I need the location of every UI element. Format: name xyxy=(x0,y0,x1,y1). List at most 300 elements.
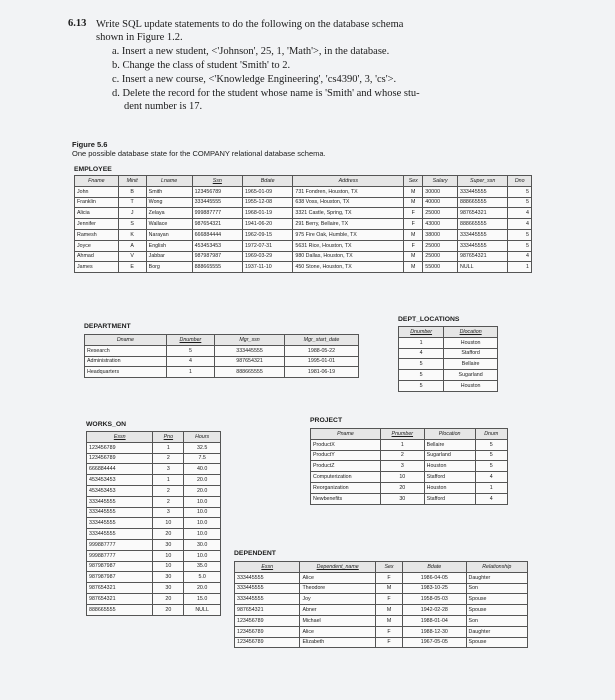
table-cell: T xyxy=(118,197,146,208)
table-row xyxy=(87,442,221,453)
table-cell: 1 xyxy=(153,442,184,453)
table-row xyxy=(399,370,498,381)
table-cell: Spouse xyxy=(466,594,527,605)
project-col-plocation: Plocation xyxy=(424,429,475,440)
table-cell: 40000 xyxy=(423,197,458,208)
table-cell: 1995-01-01 xyxy=(284,356,358,367)
table-cell: Michael xyxy=(300,615,376,626)
employee-col-sex: Sex xyxy=(404,176,423,187)
table-cell: 638 Voss, Houston, TX xyxy=(293,197,404,208)
employee-table xyxy=(74,175,532,273)
table-cell: Wallace xyxy=(146,219,192,230)
table-cell: Franklin xyxy=(75,197,119,208)
table-cell: 5.0 xyxy=(184,572,221,583)
table-cell: 5 xyxy=(399,359,444,370)
table-cell: 35.0 xyxy=(184,561,221,572)
table-cell: 987987987 xyxy=(87,572,153,583)
department-table xyxy=(84,334,359,378)
dependent-header-row xyxy=(235,562,528,573)
employee-col-address: Address xyxy=(293,176,404,187)
table-cell: 999887777 xyxy=(192,208,242,219)
table-cell: 3321 Castle, Spring, TX xyxy=(293,208,404,219)
table-cell: 20 xyxy=(153,529,184,540)
table-row xyxy=(87,550,221,561)
table-cell: 55000 xyxy=(423,262,458,273)
employee-header-row xyxy=(75,176,532,187)
dependent-col-dependent-name: Dependent_name xyxy=(300,562,376,573)
table-cell: 20.0 xyxy=(184,485,221,496)
table-row xyxy=(311,450,508,461)
table-cell: 10.0 xyxy=(184,550,221,561)
table-cell: 30.0 xyxy=(184,539,221,550)
table-cell: F xyxy=(375,637,402,648)
table-cell: Houston xyxy=(424,461,475,472)
table-cell: B xyxy=(118,186,146,197)
table-cell: 987654321 xyxy=(192,219,242,230)
table-cell: 2 xyxy=(153,453,184,464)
table-cell: 333445555 xyxy=(87,529,153,540)
table-cell: NULL xyxy=(458,262,508,273)
table-cell: 888665555 xyxy=(458,219,508,230)
table-cell: 5 xyxy=(399,380,444,391)
table-cell: 2 xyxy=(153,496,184,507)
works-on-table xyxy=(86,431,221,616)
table-cell: F xyxy=(404,219,423,230)
table-cell: 38000 xyxy=(423,229,458,240)
department-col-mgr-ssn: Mgr_ssn xyxy=(215,335,285,346)
table-cell: Daughter xyxy=(466,626,527,637)
table-cell: Daughter xyxy=(466,572,527,583)
dept_locations-col-dlocation: Dlocation xyxy=(444,327,498,338)
table-cell: 1983-10-25 xyxy=(403,583,466,594)
table-row xyxy=(399,380,498,391)
table-cell: 5 xyxy=(508,197,532,208)
dept_locations-header-row xyxy=(399,327,498,338)
employee-col-bdate: Bdate xyxy=(242,176,292,187)
table-cell: 10 xyxy=(153,550,184,561)
table-cell: Sugarland xyxy=(444,370,498,381)
table-cell: F xyxy=(404,240,423,251)
table-cell: 1972-07-31 xyxy=(242,240,292,251)
table-cell: English xyxy=(146,240,192,251)
question-item-d-cont: dent number is 17. xyxy=(124,101,203,112)
table-row xyxy=(87,593,221,604)
table-cell: 4 xyxy=(475,472,507,483)
table-cell: Sugarland xyxy=(424,450,475,461)
table-cell: A xyxy=(118,240,146,251)
question-item-a: a. Insert a new student, <'Johnson', 25, 1, 'Math'>, in the database. xyxy=(112,46,390,57)
employee-col-lname: Lname xyxy=(146,176,192,187)
table-row xyxy=(235,637,528,648)
table-cell: 450 Stone, Houston, TX xyxy=(293,262,404,273)
table-cell: 987654321 xyxy=(235,605,300,616)
table-cell: Houston xyxy=(444,337,498,348)
table-row xyxy=(87,539,221,550)
project-title: PROJECT xyxy=(310,417,343,424)
table-cell: 1967-05-05 xyxy=(403,637,466,648)
table-cell: 1 xyxy=(380,439,424,450)
table-cell: Houston xyxy=(444,380,498,391)
table-cell: 7.5 xyxy=(184,453,221,464)
table-row xyxy=(87,518,221,529)
employee-col-super-ssn: Super_ssn xyxy=(458,176,508,187)
table-cell: Ahmad xyxy=(75,251,119,262)
table-cell: 987654321 xyxy=(87,583,153,594)
figure-label: Figure 5.6 xyxy=(72,140,108,149)
table-row xyxy=(235,594,528,605)
table-cell: 4 xyxy=(508,208,532,219)
table-row xyxy=(75,251,532,262)
table-cell: 1 xyxy=(153,475,184,486)
table-cell: Headquarters xyxy=(85,367,167,378)
table-cell: 333445555 xyxy=(235,572,300,583)
table-cell: 666884444 xyxy=(192,229,242,240)
table-cell: 1968-01-19 xyxy=(242,208,292,219)
dependent-col-essn: Essn xyxy=(235,562,300,573)
table-cell: Alicia xyxy=(75,208,119,219)
table-cell: Smith xyxy=(146,186,192,197)
table-cell: Joy xyxy=(300,594,376,605)
table-cell: 1 xyxy=(475,482,507,493)
dept-locations-table xyxy=(398,326,498,392)
table-cell: 3 xyxy=(153,464,184,475)
dept_locations-col-dnumber: Dnumber xyxy=(399,327,444,338)
table-row xyxy=(87,496,221,507)
table-cell: 5 xyxy=(166,345,214,356)
employee-col-ssn: Ssn xyxy=(192,176,242,187)
table-cell: 25000 xyxy=(423,240,458,251)
table-cell: 1988-12-30 xyxy=(403,626,466,637)
table-cell: 888665555 xyxy=(87,604,153,615)
table-row xyxy=(87,453,221,464)
table-cell: 4 xyxy=(399,348,444,359)
table-cell: 15.0 xyxy=(184,593,221,604)
table-cell: K xyxy=(118,229,146,240)
department-col-mgr-start-date: Mgr_start_date xyxy=(284,335,358,346)
table-row xyxy=(75,240,532,251)
table-cell: 987987987 xyxy=(192,251,242,262)
table-cell: Joyce xyxy=(75,240,119,251)
table-cell: 453453453 xyxy=(192,240,242,251)
table-cell: 30 xyxy=(153,572,184,583)
table-cell: 10 xyxy=(153,518,184,529)
table-cell: 987987987 xyxy=(87,561,153,572)
table-cell: 333445555 xyxy=(192,197,242,208)
table-cell: S xyxy=(118,219,146,230)
table-cell: Bellaire xyxy=(424,439,475,450)
table-cell: Stafford xyxy=(424,493,475,504)
table-cell: Research xyxy=(85,345,167,356)
table-cell: 1 xyxy=(508,262,532,273)
table-cell: 123456789 xyxy=(87,453,153,464)
table-cell: 10.0 xyxy=(184,507,221,518)
table-row xyxy=(399,337,498,348)
table-cell: Alice xyxy=(300,572,376,583)
table-cell: 10.0 xyxy=(184,529,221,540)
question-number: 6.13 xyxy=(68,18,87,29)
table-cell: Computerization xyxy=(311,472,381,483)
table-cell: 3 xyxy=(380,461,424,472)
table-cell: 1958-05-03 xyxy=(403,594,466,605)
dependent-col-relationship: Relationship xyxy=(466,562,527,573)
table-cell: 999887777 xyxy=(87,539,153,550)
table-cell: 333445555 xyxy=(87,518,153,529)
table-cell: 20.0 xyxy=(184,583,221,594)
project-header-row xyxy=(311,429,508,440)
table-cell: M xyxy=(404,186,423,197)
table-cell: Spouse xyxy=(466,605,527,616)
table-cell: 5 xyxy=(508,229,532,240)
employee-col-fname: Fname xyxy=(75,176,119,187)
table-cell: 20 xyxy=(380,482,424,493)
table-cell: James xyxy=(75,262,119,273)
dependent-title: DEPENDENT xyxy=(234,550,276,557)
table-row xyxy=(87,604,221,615)
table-row xyxy=(85,345,359,356)
table-row xyxy=(311,439,508,450)
table-cell: 40.0 xyxy=(184,464,221,475)
table-row xyxy=(311,461,508,472)
table-cell: 1981-06-19 xyxy=(284,367,358,378)
dependent-col-sex: Sex xyxy=(375,562,402,573)
table-cell: M xyxy=(375,615,402,626)
table-row xyxy=(85,356,359,367)
table-row xyxy=(235,605,528,616)
table-cell: Elizabeth xyxy=(300,637,376,648)
table-cell: 987654321 xyxy=(215,356,285,367)
table-cell: ProductZ xyxy=(311,461,381,472)
table-cell: Borg xyxy=(146,262,192,273)
works_on-col-hours: Hours xyxy=(184,432,221,443)
question-item-c: c. Insert a new course, <'Knowledge Engineering', 'cs4390', 3, 'cs'>. xyxy=(112,74,397,85)
table-row xyxy=(235,615,528,626)
table-cell: Narayan xyxy=(146,229,192,240)
table-row xyxy=(75,262,532,273)
table-cell: 453453453 xyxy=(87,485,153,496)
table-cell: 5 xyxy=(475,450,507,461)
table-cell: 10 xyxy=(380,472,424,483)
table-cell: 5 xyxy=(475,439,507,450)
table-row xyxy=(311,472,508,483)
table-cell: 888665555 xyxy=(458,197,508,208)
table-cell: Jennifer xyxy=(75,219,119,230)
question-intro-2: shown in Figure 1.2. xyxy=(96,32,183,43)
table-cell: Reorganization xyxy=(311,482,381,493)
table-row xyxy=(399,359,498,370)
table-cell: NULL xyxy=(184,604,221,615)
table-cell: 333445555 xyxy=(215,345,285,356)
table-row xyxy=(311,482,508,493)
employee-col-salary: Salary xyxy=(423,176,458,187)
table-cell: 999887777 xyxy=(87,550,153,561)
works_on-col-essn: Essn xyxy=(87,432,153,443)
table-cell: 5 xyxy=(508,240,532,251)
table-cell: 30 xyxy=(380,493,424,504)
table-cell: 4 xyxy=(475,493,507,504)
table-cell: Administration xyxy=(85,356,167,367)
table-row xyxy=(87,485,221,496)
table-cell: M xyxy=(404,262,423,273)
table-cell: 1969-03-29 xyxy=(242,251,292,262)
works_on-col-pno: Pno xyxy=(153,432,184,443)
table-cell: 1942-02-28 xyxy=(403,605,466,616)
table-cell: 20 xyxy=(153,604,184,615)
table-cell: V xyxy=(118,251,146,262)
table-cell: 888665555 xyxy=(192,262,242,273)
table-cell: 5 xyxy=(508,186,532,197)
table-cell: 1941-06-20 xyxy=(242,219,292,230)
table-cell: 4 xyxy=(508,219,532,230)
table-cell: 123456789 xyxy=(235,615,300,626)
table-row xyxy=(87,464,221,475)
table-cell: M xyxy=(375,583,402,594)
table-row xyxy=(75,229,532,240)
table-row xyxy=(85,367,359,378)
table-cell: 3 xyxy=(153,507,184,518)
table-cell: 5631 Rice, Houston, TX xyxy=(293,240,404,251)
table-cell: F xyxy=(375,626,402,637)
table-cell: 25000 xyxy=(423,208,458,219)
employee-col-dno: Dno xyxy=(508,176,532,187)
table-cell: 453453453 xyxy=(87,475,153,486)
table-cell: 987654321 xyxy=(87,593,153,604)
department-header-row xyxy=(85,335,359,346)
table-cell: M xyxy=(404,229,423,240)
table-cell: 1965-01-09 xyxy=(242,186,292,197)
table-row xyxy=(75,219,532,230)
table-cell: 333445555 xyxy=(87,507,153,518)
table-row xyxy=(87,583,221,594)
dependent-col-bdate: Bdate xyxy=(403,562,466,573)
table-cell: 1955-12-08 xyxy=(242,197,292,208)
table-row xyxy=(87,475,221,486)
table-cell: ProductY xyxy=(311,450,381,461)
table-cell: Stafford xyxy=(444,348,498,359)
works_on-header-row xyxy=(87,432,221,443)
table-cell: 20.0 xyxy=(184,475,221,486)
employee-title: EMPLOYEE xyxy=(74,166,112,173)
table-cell: 123456789 xyxy=(87,442,153,453)
table-cell: Newbenefits xyxy=(311,493,381,504)
table-cell: Zelaya xyxy=(146,208,192,219)
table-cell: 888665555 xyxy=(215,367,285,378)
table-cell: 980 Dallas, Houston, TX xyxy=(293,251,404,262)
table-cell: J xyxy=(118,208,146,219)
table-cell: Stafford xyxy=(424,472,475,483)
table-cell: Son xyxy=(466,583,527,594)
table-cell: 4 xyxy=(166,356,214,367)
department-col-dnumber: Dnumber xyxy=(166,335,214,346)
question-item-b: b. Change the class of student 'Smith' to 2. xyxy=(112,60,291,71)
table-cell: Alice xyxy=(300,626,376,637)
project-col-pnumber: Pnumber xyxy=(380,429,424,440)
table-cell: Son xyxy=(466,615,527,626)
table-cell: 666884444 xyxy=(87,464,153,475)
table-cell: F xyxy=(375,572,402,583)
table-cell: 10.0 xyxy=(184,518,221,529)
table-cell: 333445555 xyxy=(235,594,300,605)
table-cell: 291 Berry, Bellaire, TX xyxy=(293,219,404,230)
table-cell: M xyxy=(404,251,423,262)
table-cell: Wong xyxy=(146,197,192,208)
table-cell: 1937-11-10 xyxy=(242,262,292,273)
table-cell: F xyxy=(404,208,423,219)
table-cell: 1 xyxy=(166,367,214,378)
table-cell: 333445555 xyxy=(458,229,508,240)
table-cell: 5 xyxy=(475,461,507,472)
table-row xyxy=(75,186,532,197)
figure-caption xyxy=(72,140,326,158)
table-cell: 2 xyxy=(380,450,424,461)
table-row xyxy=(87,572,221,583)
table-row xyxy=(311,493,508,504)
table-cell: M xyxy=(404,197,423,208)
table-cell: 10.0 xyxy=(184,496,221,507)
dependent-table xyxy=(234,561,528,648)
project-col-pname: Pname xyxy=(311,429,381,440)
table-cell: Jabbar xyxy=(146,251,192,262)
table-cell: 1988-05-22 xyxy=(284,345,358,356)
table-cell: Abner xyxy=(300,605,376,616)
table-cell: 1986-04-05 xyxy=(403,572,466,583)
table-cell: 333445555 xyxy=(235,583,300,594)
table-cell: 987654321 xyxy=(458,208,508,219)
table-cell: 731 Fondren, Houston, TX xyxy=(293,186,404,197)
figure-caption-text: One possible database state for the COMPANY relational database schema. xyxy=(72,149,326,158)
table-cell: F xyxy=(375,594,402,605)
table-row xyxy=(75,208,532,219)
table-cell: 975 Fire Oak, Humble, TX xyxy=(293,229,404,240)
table-cell: 1962-09-15 xyxy=(242,229,292,240)
table-row xyxy=(87,561,221,572)
table-cell: Spouse xyxy=(466,637,527,648)
table-cell: 1988-01-04 xyxy=(403,615,466,626)
table-cell: 30000 xyxy=(423,186,458,197)
project-col-dnum: Dnum xyxy=(475,429,507,440)
table-row xyxy=(87,529,221,540)
table-cell: 123456789 xyxy=(235,626,300,637)
table-row xyxy=(235,572,528,583)
dept-locations-title: DEPT_LOCATIONS xyxy=(398,316,460,323)
table-cell: 987654321 xyxy=(458,251,508,262)
question-item-d: d. Delete the record for the student whose name is 'Smith' and whose stu- xyxy=(112,88,420,99)
table-row xyxy=(399,348,498,359)
table-cell: 43000 xyxy=(423,219,458,230)
table-cell: John xyxy=(75,186,119,197)
table-cell: Theodore xyxy=(300,583,376,594)
table-cell: 25000 xyxy=(423,251,458,262)
table-cell: 333445555 xyxy=(458,240,508,251)
table-cell: 333445555 xyxy=(458,186,508,197)
table-cell: E xyxy=(118,262,146,273)
table-row xyxy=(87,507,221,518)
table-cell: 32.5 xyxy=(184,442,221,453)
department-col-dname: Dname xyxy=(85,335,167,346)
table-cell: Houston xyxy=(424,482,475,493)
employee-col-minit: Minit xyxy=(118,176,146,187)
table-cell: 10 xyxy=(153,561,184,572)
table-cell: 5 xyxy=(399,370,444,381)
table-cell: 333445555 xyxy=(87,496,153,507)
table-cell: 2 xyxy=(153,485,184,496)
table-cell: M xyxy=(375,605,402,616)
department-title: DEPARTMENT xyxy=(84,323,131,330)
question-intro-1: Write SQL update statements to do the following on the database schema xyxy=(96,19,404,30)
table-cell: 30 xyxy=(153,583,184,594)
table-row xyxy=(235,626,528,637)
table-cell: 4 xyxy=(508,251,532,262)
table-row xyxy=(75,197,532,208)
